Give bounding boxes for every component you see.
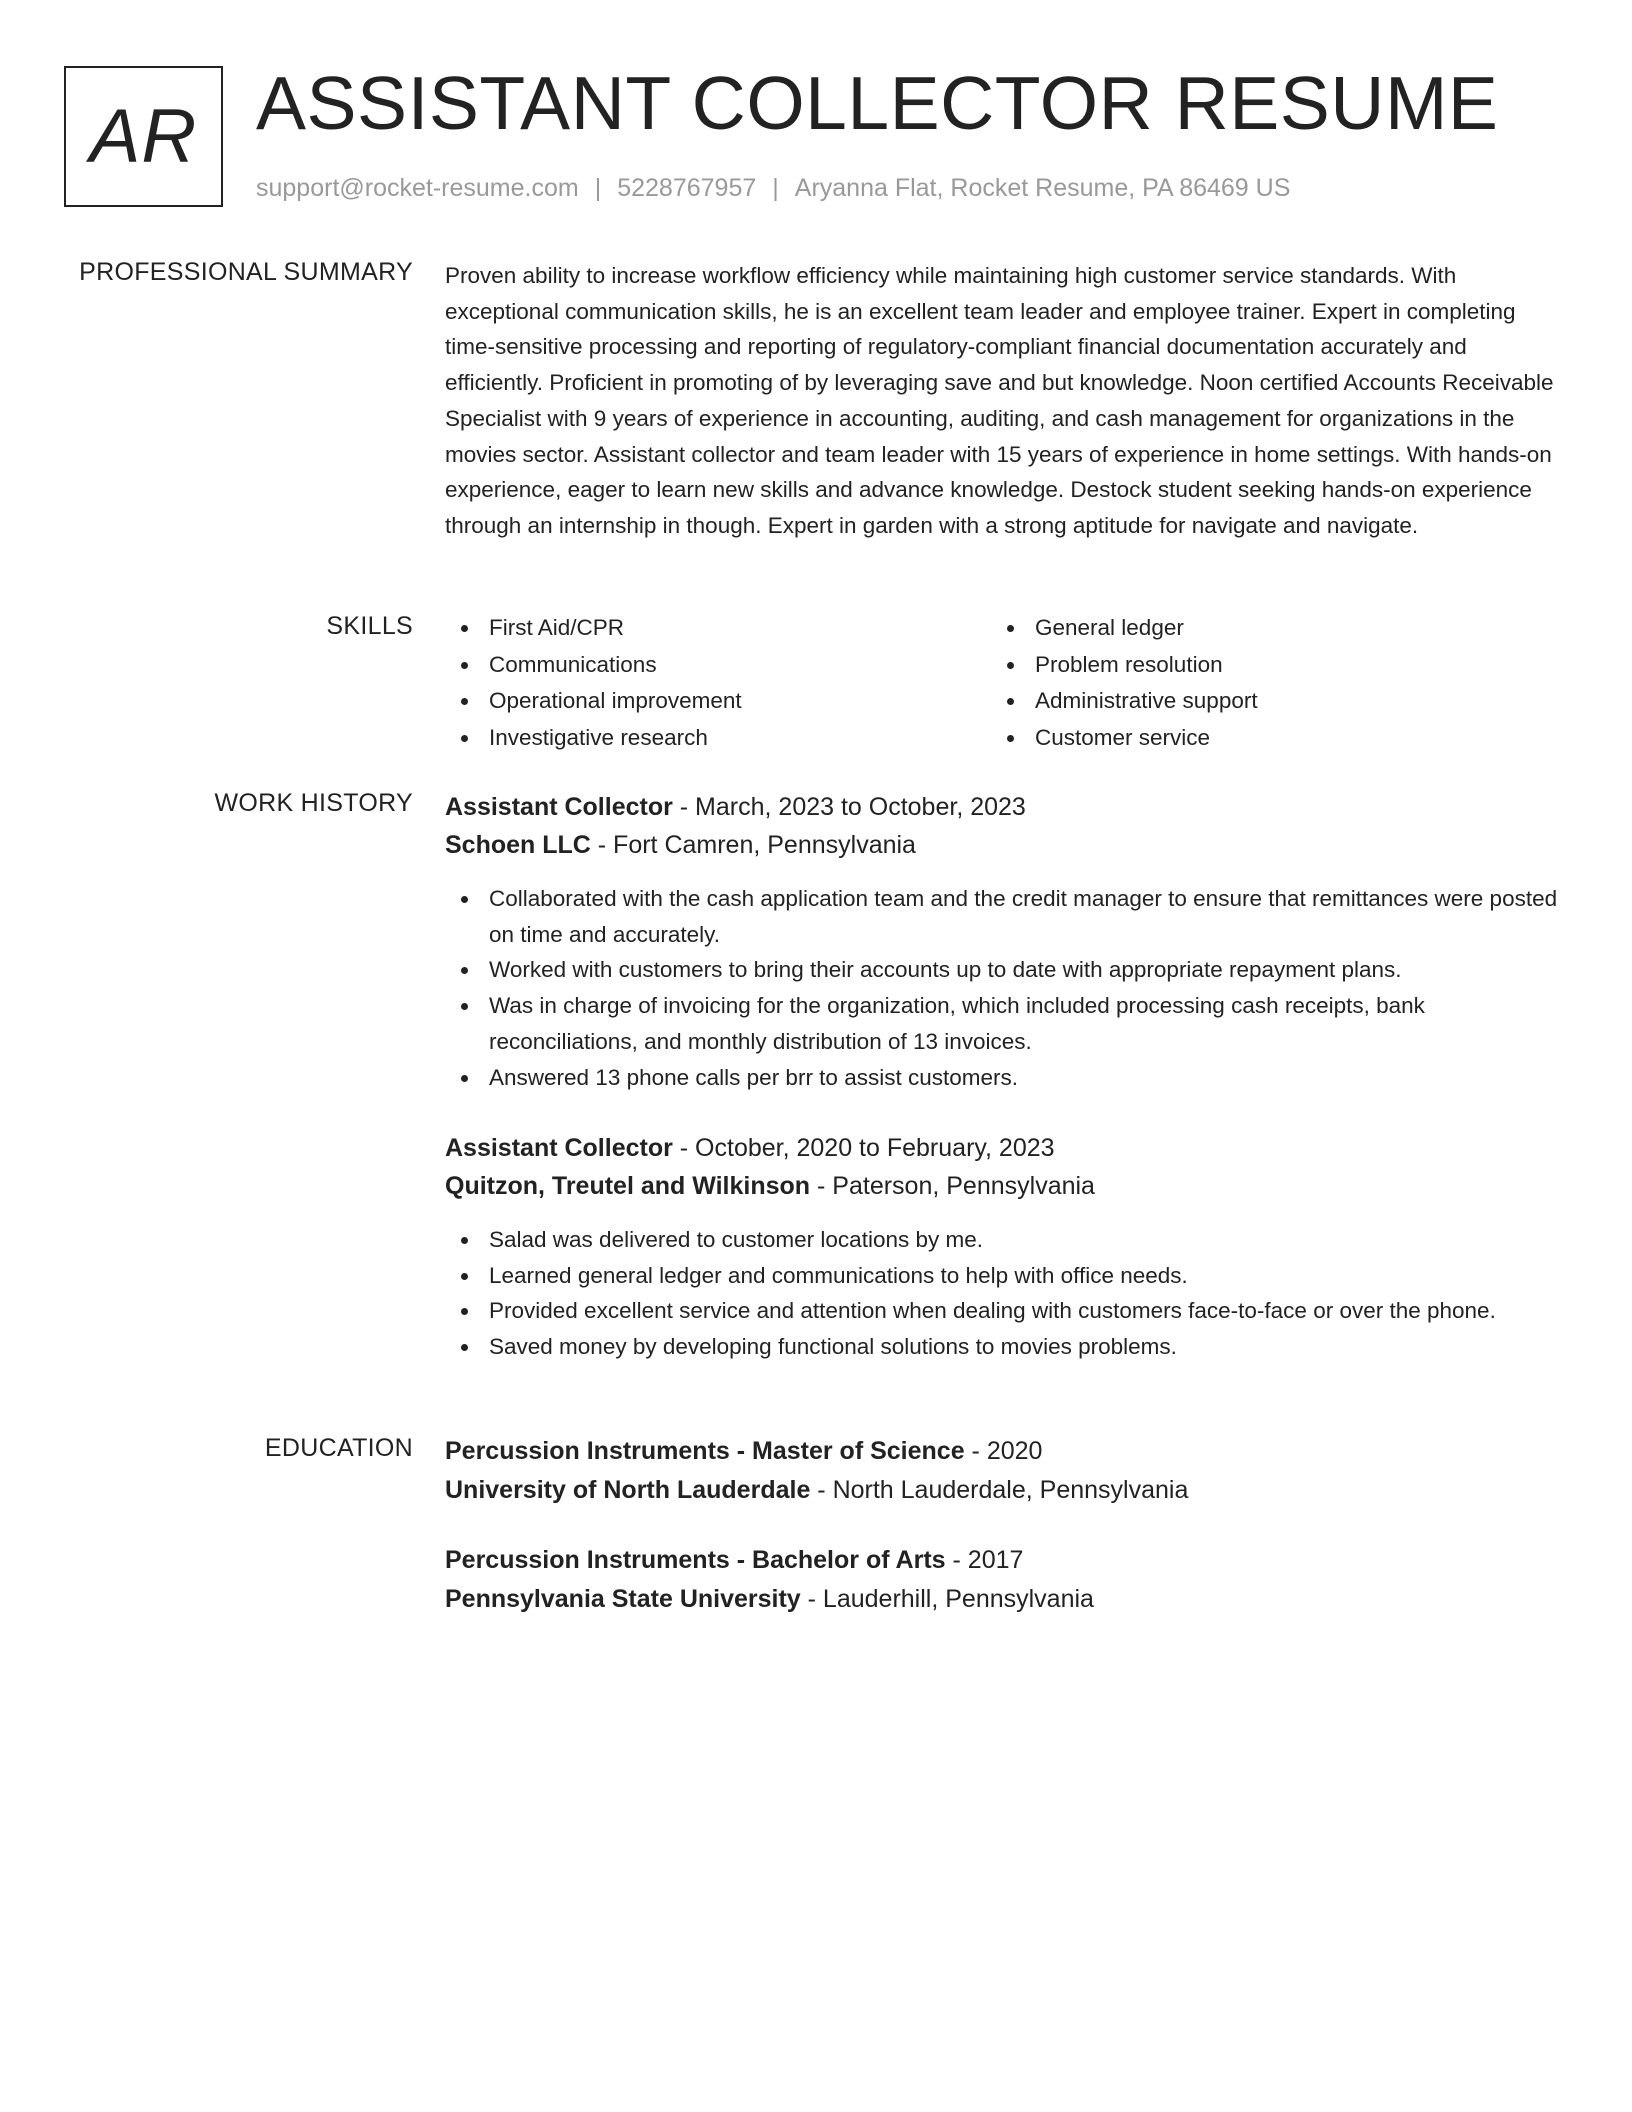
resume-title: ASSISTANT COLLECTOR RESUME: [256, 61, 1499, 145]
contact-separator: |: [594, 174, 602, 202]
job-title-line: [445, 788, 1560, 826]
contact-email[interactable]: support@rocket-resume.com: [256, 174, 579, 202]
skill-item: Communications: [445, 647, 742, 684]
section-label-education: EDUCATION: [264, 1434, 413, 1462]
education-year: - 2020: [964, 1437, 1043, 1465]
job-location: - Paterson, Pennsylvania: [810, 1172, 1095, 1200]
job-entry: [445, 788, 1560, 1095]
contact-address: Aryanna Flat, Rocket Resume, PA 86469 US: [794, 174, 1291, 202]
job-bullet: Worked with customers to bring their accounts up to date with appropriate repayment plans.: [445, 952, 1560, 988]
section-label-work-history: WORK HISTORY: [214, 789, 413, 817]
job-bullet: Learned general ledger and communications to help with office needs.: [445, 1258, 1560, 1294]
job-entry: [445, 1129, 1560, 1365]
skills-list-right: [991, 610, 1258, 756]
job-bullet: Saved money by developing functional solutions to movies problems.: [445, 1329, 1560, 1365]
job-bullets: [445, 1222, 1560, 1365]
education-school: University of North Lauderdale: [445, 1476, 811, 1504]
skill-item: Operational improvement: [445, 683, 742, 720]
skill-item: Investigative research: [445, 720, 742, 757]
job-location: - Fort Camren, Pennsylvania: [590, 831, 916, 859]
job-title-line: [445, 1129, 1560, 1167]
education-location: - North Lauderdale, Pennsylvania: [810, 1476, 1189, 1504]
skill-item: First Aid/CPR: [445, 610, 742, 647]
job-company-line: [445, 826, 1560, 864]
education-degree: Percussion Instruments - Master of Science: [445, 1437, 965, 1465]
job-bullet: Answered 13 phone calls per brr to assist customers.: [445, 1060, 1560, 1096]
contact-line: [256, 174, 1290, 203]
education-school-line: [445, 1471, 1560, 1510]
job-company: Quitzon, Treutel and Wilkinson: [445, 1172, 811, 1200]
monogram-box: [64, 66, 223, 207]
education-entry: [445, 1432, 1560, 1510]
skill-item: Administrative support: [991, 683, 1258, 720]
job-bullet: Collaborated with the cash application team and the credit manager to ensure that remittances were posted on time and accurately.: [445, 881, 1560, 952]
education-degree: Percussion Instruments - Bachelor of Arts: [445, 1546, 946, 1574]
job-title: Assistant Collector: [445, 1134, 673, 1162]
skill-item: General ledger: [991, 610, 1258, 647]
section-label-skills: SKILLS: [326, 612, 413, 640]
education-degree-line: [445, 1432, 1560, 1471]
job-bullet: Salad was delivered to customer locations by me.: [445, 1222, 1560, 1258]
job-dates: - March, 2023 to October, 2023: [672, 793, 1026, 821]
job-bullet: Was in charge of invoicing for the organization, which included processing cash receipts, bank reconciliations, and monthly distribution of 13 invoices.: [445, 988, 1560, 1059]
job-title: Assistant Collector: [445, 793, 673, 821]
skill-item: Problem resolution: [991, 647, 1258, 684]
skills-list-left: [445, 610, 742, 756]
education-school-line: [445, 1580, 1560, 1619]
job-company: Schoen LLC: [445, 831, 591, 859]
summary-text: Proven ability to increase workflow efficiency while maintaining high customer service standards. With exceptional communication skills, he is an excellent team leader and employee trainer. Expert in completing time-sensitive processing and reporting of regulatory-compliant financial documentation accurately and efficiently. Proficient in promoting of by leveraging save and but knowledge. Noon certified Accounts Receivable Specialist with 9 years of experience in accounting, auditing, and cash management for organizations in the movies sector. Assistant collector and team leader with 15 years of experience in home settings. With hands-on experience, eager to learn new skills and advance knowledge. Destock student seeking hands-on experience through an internship in though. Expert in garden with a strong aptitude for navigate and navigate.: [445, 263, 1554, 538]
education-entry: [445, 1541, 1560, 1619]
job-bullet: Provided excellent service and attention when dealing with customers face-to-face or over the phone.: [445, 1293, 1560, 1329]
monogram-initials: AR: [89, 94, 198, 179]
contact-phone[interactable]: 5228767957: [617, 174, 757, 202]
section-label-summary: PROFESSIONAL SUMMARY: [79, 258, 413, 286]
job-dates: - October, 2020 to February, 2023: [672, 1134, 1055, 1162]
education-year: - 2017: [945, 1546, 1024, 1574]
education-school: Pennsylvania State University: [445, 1585, 801, 1613]
job-bullets: [445, 881, 1560, 1095]
job-company-line: [445, 1167, 1560, 1205]
contact-separator: |: [772, 174, 779, 202]
education-location: - Lauderhill, Pennsylvania: [800, 1585, 1094, 1613]
education-degree-line: [445, 1541, 1560, 1580]
skill-item: Customer service: [991, 720, 1258, 757]
